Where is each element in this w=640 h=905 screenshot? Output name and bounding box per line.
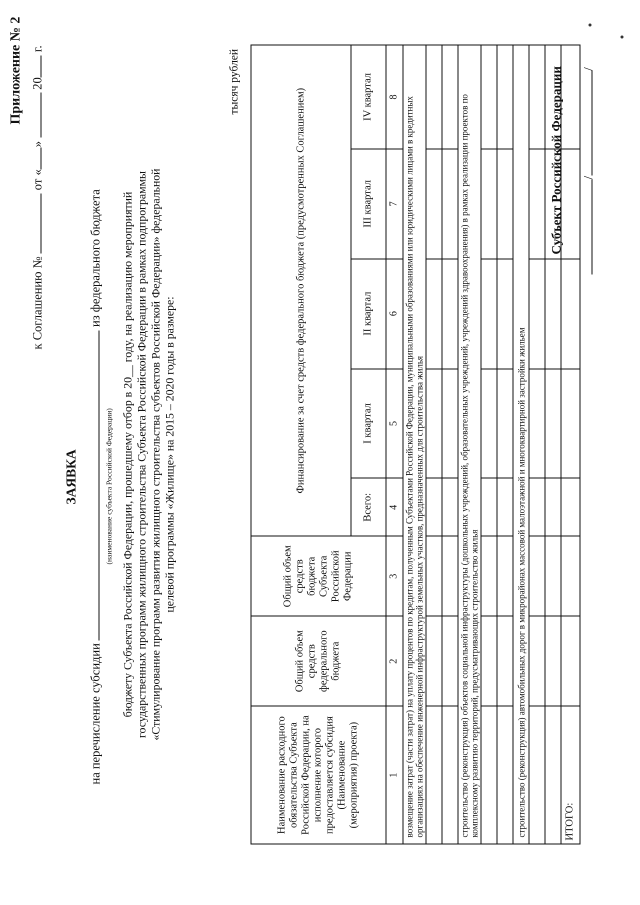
col-federal-header: Общий объем средств федерального бюджета — [251, 616, 386, 706]
section-interest-reimbursement: возмещение затрат (части затрат) на уплату процентов по кредитам, полученным Субъектами Российской Федерации, муниципальными образованиями или юридическими лицами в кредитных организациях на обеспечение инженерной инфраструктурой земельных участков, предназначенных для строительства жилья — [403, 45, 426, 844]
subsidy-table — [251, 45, 581, 845]
subject-name-caption: (наименование субъекта Российской Федерации) — [104, 408, 114, 565]
signature-name-field — [592, 71, 593, 176]
column-number: 4 — [386, 478, 403, 536]
total-label: ИТОГО: — [561, 706, 580, 844]
agreement-number-field — [41, 193, 42, 253]
request-line — [89, 189, 104, 784]
sub-q3-header: III квартал — [351, 149, 386, 259]
col-name-header: Наименование расходного обязательства Субъекта Российской Федерации, на исполнение которого предоставляется субсидия (Наименование (мероприятия) проекта) — [251, 706, 386, 844]
document-title: ЗАЯВКА — [63, 449, 79, 505]
year-suffix: г. — [30, 45, 45, 53]
document-page — [1, 0, 640, 905]
appendix-label: Приложение № 2 — [8, 16, 24, 125]
sub-q4-header: IV квартал — [351, 45, 386, 149]
col-financing-header: Финансирование за счет средств федерального бюджета (предусмотренных Соглашением) — [251, 45, 351, 536]
date-from: от « — [30, 169, 45, 191]
table-row — [426, 45, 442, 844]
table-row — [481, 45, 497, 844]
year-prefix: 20 — [30, 77, 45, 90]
column-number: 3 — [386, 536, 403, 616]
intro-paragraph: бюджету Субъекта Российской Федерации, прошедшему отбор в 20__ году, на реализацию мероприятий государственных программ жилищного строительства Субъекта Российской Федерации в рамках подпрограммы «Стимулирование программ развития жилищного строительства субъектов Российской Федерации» федеральной целевой программы «Жилище» на 2015 – 2020 годы в размере: — [120, 168, 177, 741]
column-number: 1 — [386, 706, 403, 844]
units-label: тысяч рублей — [228, 48, 241, 115]
column-number: 5 — [386, 369, 403, 479]
column-number: 6 — [386, 259, 403, 369]
request-line-left: на перечисление субсидии — [88, 643, 103, 785]
section-social-infrastructure: строительство (реконструкция) объектов социальной инфраструктуры (дошкольных учреждений, образовательных учреждений, учреждений здравоохранения) в рамках реализации проектов по комплексному развитию территорий, предусматривающих строительство жилья — [458, 45, 481, 844]
year-field — [41, 55, 42, 77]
sub-q1-header: I квартал — [351, 369, 386, 479]
column-number-row — [386, 45, 403, 844]
scan-speck — [621, 36, 624, 39]
column-number: 7 — [386, 149, 403, 259]
sub-q2-header: II квартал — [351, 259, 386, 369]
section-row — [458, 45, 481, 844]
col-subject-header: Общий объем средств бюджета Субъекта Российской Федерации — [251, 536, 386, 616]
table-row — [497, 45, 513, 844]
signature-field — [592, 180, 593, 275]
request-line-right: из федерального бюджета — [88, 189, 103, 327]
sub-total-header: Всего: — [351, 478, 386, 536]
agreement-prefix: к Соглашению № — [30, 256, 45, 350]
scan-speck — [589, 24, 592, 27]
table-row — [529, 45, 545, 844]
subject-name-field — [99, 330, 100, 640]
agreement-line — [31, 45, 46, 349]
header-row — [251, 45, 351, 844]
table-row — [442, 45, 458, 844]
date-day-field — [41, 147, 42, 169]
signature-slash-end: / — [580, 67, 596, 71]
date-month-field — [41, 93, 42, 138]
column-number: 8 — [386, 45, 403, 149]
date-close: » — [30, 141, 45, 148]
signature-line — [581, 67, 597, 274]
section-row — [403, 45, 426, 844]
section-roads: строительство (реконструкция) автомобильных дорог в микрорайонах массовой малоэтажной и многоквартирной застройки жильем — [513, 45, 529, 844]
signature-slash: / — [580, 175, 596, 180]
column-number: 2 — [386, 616, 403, 706]
signer-label: Субъект Российской Федерации — [548, 66, 564, 255]
section-row — [513, 45, 529, 844]
